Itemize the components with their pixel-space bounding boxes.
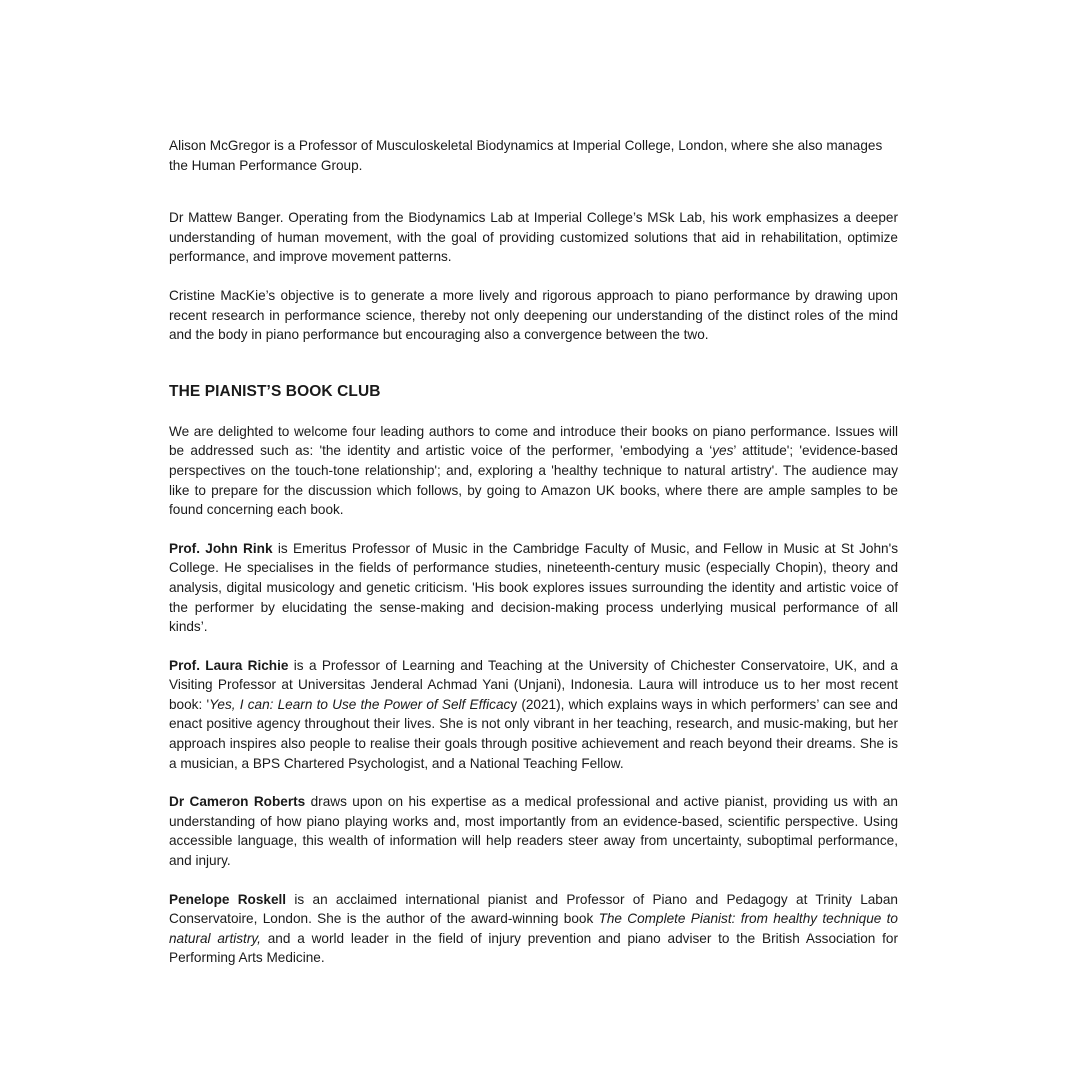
bio-text: is Emeritus Professor of Music in the Cambridge Faculty of Music, and Fellow in Music at St John's College. He specialises in the fields of performance studies, nineteenth-century music (especially Chopin), theory and analysis, digital musicology and genetic criticism. 'His book explores issues surrounding the identity and artistic voice of the performer by elucidating the sense-making and decision-making process underlying musical performance of all kinds’. [169, 540, 898, 635]
book-title: Yes, I can: Learn to Use the Power of Self Efficac [209, 696, 511, 712]
author-name: Prof. Laura Richie [169, 657, 289, 673]
author-name: Dr Cameron Roberts [169, 794, 306, 810]
bio-text: draws upon on his expertise as a medical professional and active pianist, providing us with an understanding of how piano playing works and, most importantly from an evidence-based, scientific perspective. Using accessible language, this wealth of information will help readers steer away from uncertainty, suboptimal performance, and injury. [169, 794, 898, 869]
intro-mackie: Cristine MacKie’s objective is to generate a more lively and rigorous approach to piano performance by drawing upon recent research in performance science, thereby not only deepening our understanding of the distinct roles of the mind and the body in piano performance but encouraging also a convergence between the two. [169, 287, 898, 343]
intro-mcgregor: Alison McGregor is a Professor of Musculoskeletal Biodynamics at Imperial College, London, where she also manages the Human Performance Group. [169, 138, 883, 173]
welcome-text-b: ’ attitude'; 'evidence-based perspectives on the touch-tone relationship'; and, exploring a 'healthy technique to natural artistry'. The audience may like to prepare for the discussion which follows, by going to Amazon UK books, where there are ample samples to be found concerning each book. [169, 443, 898, 518]
intro-banger: Dr Mattew Banger. Operating from the Biodynamics Lab at Imperial College’s MSk Lab, his work emphasizes a deeper understanding of human movement, with the goal of providing customized solutions that aid in rehabilitation, optimize performance, and improve movement patterns. [169, 210, 898, 265]
bio-text: is a Professor of Learning and Teaching at the University of Chichester Conservatoire, UK, and a Visiting Professor at Universitas Jenderal Achmad Yani (Unjani), Indonesia. Laura will introduce us to her most recent book: ' [169, 657, 898, 712]
document-page [169, 136, 898, 987]
welcome-yes: yes [712, 443, 734, 459]
bio-cameron-roberts [169, 792, 898, 870]
book-title: The Complete Pianist: from healthy technique to natural artistry, [169, 911, 898, 946]
book-club-welcome [169, 422, 898, 520]
bio-text: y (2021), which explains ways in which performers’ can see and enact positive agency throughout their lives. She is not only vibrant in her teaching, research, and music-making, but her approach inspires also people to realise their goals through positive achievement and reach beyond their dreams. She is a musician, a BPS Chartered Psychologist, and a National Teaching Fellow. [169, 696, 898, 771]
bio-text: is an acclaimed international pianist and Professor of Piano and Pedagogy at Trinity Laban Conservatoire, London. She is the author of the award-winning book [169, 891, 898, 927]
author-name: Penelope Roskell [169, 891, 287, 907]
welcome-text-a: We are delighted to welcome four leading authors to come and introduce their books on piano performance. Issues will be addressed such as: 'the identity and artistic voice of the performer, 'embodying a ‘ [169, 423, 898, 459]
bio-john-rink [169, 539, 898, 637]
bio-text: and a world leader in the field of injury prevention and piano adviser to the British Association for Performing Arts Medicine. [169, 930, 899, 966]
bio-laura-richie [169, 656, 898, 774]
section-heading: THE PIANIST’S BOOK CLUB [169, 382, 381, 400]
author-name: Prof. John Rink [169, 540, 273, 556]
bio-penelope-roskell [169, 890, 898, 968]
